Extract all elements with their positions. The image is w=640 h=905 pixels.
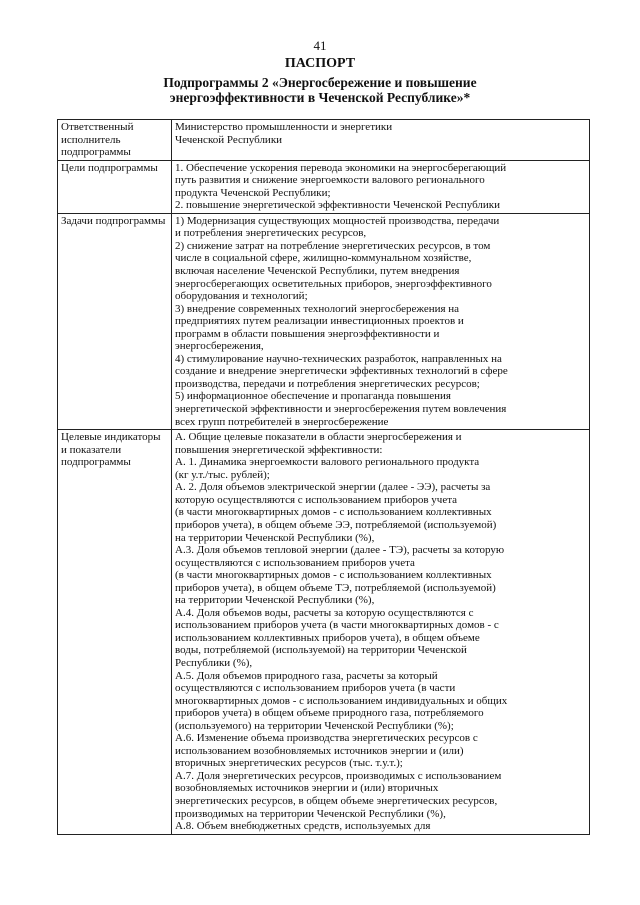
- content-line: включая население Чеченской Республики, путем внедрения: [175, 265, 460, 278]
- content-line: производства, передачи и потребления энергетических ресурсов;: [175, 377, 480, 390]
- content-line: энергосберегающих осветительных приборов, энергоэффективного: [175, 277, 492, 290]
- content-line: 5) информационное обеспечение и пропаганда повышения: [175, 390, 451, 403]
- content-line: приборов учета), в общем объеме ТЭ, потребляемой (используемой): [175, 581, 496, 594]
- content-line: (используемого) на территории Чеченской Республики (%);: [175, 719, 454, 732]
- content-line: (кг у.т./тыс. рублей);: [175, 468, 270, 481]
- content-line: использованием приборов учета (в части многоквартирных домов - с: [175, 619, 499, 632]
- content-line: Чеченской Республики: [175, 133, 283, 146]
- content-line: использованием возобновляемых источников энергии и (или): [175, 744, 464, 757]
- content-line: (в части многоквартирных домов - с использованием коллективных: [175, 506, 492, 519]
- content-line: продукта Чеченской Республики;: [175, 186, 331, 199]
- content-line: А. 2. Доля объемов электрической энергии (далее - ЭЭ), расчеты за: [175, 481, 491, 494]
- content-line: энергетической эффективности и энергосбережения путем вовлечения: [175, 403, 507, 416]
- table-row-tasks: [58, 213, 590, 429]
- row-content-cell: [172, 213, 590, 429]
- content-line: А.8. Объем внебюджетных средств, используемых для: [175, 820, 431, 833]
- content-line: 1) Модернизация существующих мощностей производства, передачи: [175, 214, 500, 227]
- label-line: Ответственный: [61, 121, 134, 133]
- content-line: 2. повышение энергетической эффективности Чеченской Республики: [175, 199, 501, 212]
- row-label-cell: [58, 213, 172, 429]
- content-line: А.3. Доля объемов тепловой энергии (далее - ТЭ), расчеты за которую: [175, 544, 505, 557]
- content-line: вторичных энергетических ресурсов (тыс. т.у.т.);: [175, 757, 403, 770]
- content-line: программ в области повышения энергоэффективности и: [175, 327, 440, 340]
- content-line: 2) снижение затрат на потребление энергетических ресурсов, в том: [175, 239, 491, 252]
- content-line: на территории Чеченской Республики (%),: [175, 594, 375, 607]
- label-line: Целевые индикаторы: [61, 431, 161, 444]
- content-line: приборов учета), в общем объеме ЭЭ, потребляемой (используемой): [175, 518, 497, 531]
- content-line: А. 1. Динамика энергоемкости валового регионального продукта: [175, 456, 480, 469]
- content-line: создание и внедрение энергетически эффективных технологий в сфере: [175, 365, 508, 378]
- content-line: приборов учета) в общем объеме природного газа, потребляемого: [175, 707, 484, 720]
- content-line: (в части многоквартирных домов - с использованием коллективных: [175, 569, 492, 582]
- content-line: производимых на территории Чеченской Республики (%),: [175, 807, 446, 820]
- row-content-cell: [172, 430, 590, 835]
- row-label-cell: [58, 120, 172, 161]
- content-line: путь развития и снижение энергоемкости валового регионального: [175, 174, 485, 187]
- row-label-cell: [58, 430, 172, 835]
- content-line: на территории Чеченской Республики (%),: [175, 531, 375, 544]
- content-line: предприятиях путем реализации инвестиционных проектов и: [175, 315, 464, 328]
- content-line: осуществляются с использованием приборов учета: [175, 556, 415, 569]
- label-line: Задачи подпрограммы: [61, 214, 166, 227]
- row-content-cell: [172, 160, 590, 213]
- label-line: Цели подпрограммы: [61, 161, 158, 174]
- row-content-cell: [172, 120, 590, 161]
- content-line: 3) внедрение современных технологий энергосбережения на: [175, 302, 460, 315]
- content-line: повышения энергетической эффективности:: [175, 443, 383, 456]
- passport-table: [57, 119, 590, 835]
- content-line: числе в социальной сфере, жилищно-коммунальном хозяйстве,: [175, 252, 472, 265]
- content-line: А.4. Доля объемов воды, расчеты за которую осуществляются с: [175, 606, 474, 619]
- content-line: А.5. Доля объемов природного газа, расчеты за который: [175, 669, 438, 682]
- label-line: подпрограммы: [61, 456, 131, 469]
- subtitle-line: Подпрограммы 2 «Энергосбережение и повышение: [163, 75, 477, 90]
- content-line: использованием коллективных приборов учета), в общем объеме: [175, 631, 480, 644]
- content-line: и потребления энергетических ресурсов,: [175, 227, 367, 240]
- content-line: энергетических ресурсов, в общем объеме энергетических ресурсов,: [175, 794, 498, 807]
- content-line: воды, потребляемой (используемой) на территории Чеченской: [175, 644, 467, 657]
- row-label-cell: [58, 160, 172, 213]
- table-row-indicators: [58, 430, 590, 835]
- content-line: всех групп потребителей в энергосбережение: [175, 415, 389, 428]
- label-line: и показатели: [61, 443, 122, 456]
- label-line: исполнитель: [61, 133, 121, 146]
- table-row-responsible: [58, 120, 590, 161]
- content-line: оборудования и технологий;: [175, 290, 308, 303]
- content-line: осуществляются с использованием приборов учета (в части: [175, 682, 456, 695]
- table-row-goals: [58, 160, 590, 213]
- content-line: 4) стимулирование научно-технических разработок, направленных на: [175, 352, 502, 365]
- content-line: энергосбережения,: [175, 340, 264, 353]
- page-subtitle: [0, 75, 640, 105]
- content-line: 1. Обеспечение ускорения перевода экономики на энергосберегающий: [175, 161, 507, 174]
- content-line: Министерство промышленности и энергетики: [175, 121, 393, 133]
- subtitle-line: энергоэффективности в Чеченской Республике»*: [169, 90, 471, 105]
- label-line: подпрограммы: [61, 146, 131, 159]
- content-line: А.7. Доля энергетических ресурсов, производимых с использованием: [175, 769, 502, 782]
- page-number: 41: [313, 38, 327, 53]
- content-line: А. Общие целевые показатели в области энергосбережения и: [175, 431, 462, 444]
- content-line: А.6. Изменение объема производства энергетических ресурсов с: [175, 732, 478, 745]
- content-line: Республики (%),: [175, 656, 253, 669]
- content-line: многоквартирных домов - с использованием индивидуальных и общих: [175, 694, 508, 707]
- content-line: возобновляемых источников энергии и (или) вторичных: [175, 782, 439, 795]
- content-line: которую осуществляются с использованием приборов учета: [175, 493, 458, 506]
- page-title: ПАСПОРТ: [284, 56, 356, 71]
